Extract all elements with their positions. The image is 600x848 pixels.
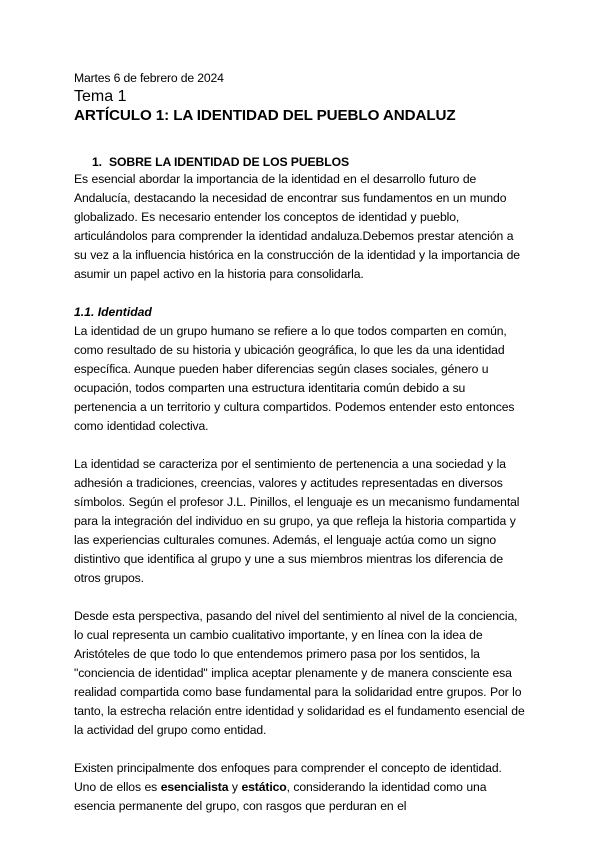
body-paragraph: Desde esta perspectiva, pasando del nivel del sentimiento al nivel de la conciencia, lo cual representa un cambio cualitativo importante, y en línea con la idea de Aristóteles de que todo lo que entendemos primero pasa por los sentidos, la "conciencia de identidad" implica aceptar plenamente y de manera consciente esa realidad compartida como base fundamental para la solidaridad entre grupos. Por lo tanto, la estrecha relación entre identidad y solidaridad es el fundamento esencial de la actividad del grupo como entidad. <box>74 609 525 737</box>
document-page <box>74 70 526 816</box>
text-run: , considerando la identidad como una esencia permanente del grupo, con rasgos que perduran en el <box>74 780 487 813</box>
bold-term-esencialista: esencialista <box>160 780 229 794</box>
article-title: ARTÍCULO 1: LA IDENTIDAD DEL PUEBLO ANDALUZ <box>74 107 456 124</box>
body-paragraph: La identidad de un grupo humano se refiere a lo que todos comparten en común, como resultado de su historia y ubicación geográfica, lo que les da una identidad específica. Aunque pueden haber diferencias según clases sociales, género u ocupación, todos comparten una estructura identitaria común debido a su pertenencia a un territorio y cultura compartidos. Podemos entender esto entonces como identidad colectiva. <box>74 324 515 433</box>
section-intro-paragraph: Es esencial abordar la importancia de la identidad en el desarrollo futuro de Andalucía, destacando la necesidad de encontrar sus fundamentos en un mundo globalizado. Es necesario entender los conceptos de identidad y pueblo, articulándolos para comprender la identidad andaluza.Debemos prestar atención a su vez a la influencia histórica en la construcción de la identidad y la importancia de asumir un papel activo en la historia para consolidarla. <box>74 172 520 281</box>
bold-term-estatico: estático <box>241 780 287 794</box>
text-run: Existen principalmente dos enfoques para comprender el concepto de identidad. Uno de ellos es <box>74 761 502 794</box>
topic-label: Tema 1 <box>74 88 127 105</box>
section-heading-text: SOBRE LA IDENTIDAD DE LOS PUEBLOS <box>109 155 350 169</box>
document-date: Martes 6 de febrero de 2024 <box>74 71 224 85</box>
section-heading <box>74 154 526 170</box>
text-run: y <box>228 780 242 794</box>
body-paragraph: La identidad se caracteriza por el sentimiento de pertenencia a una sociedad y la adhesión a tradiciones, creencias, valores y actitudes representadas en diversos símbolos. Según el profesor J.L. Pinillos, el lenguaje es un mecanismo fundamental para la integración del individuo en su grupo, ya que refleja la historia compartida y las experiencias culturales comunes. Además, el lenguaje actúa como un signo distintivo que identifica al grupo y une a sus miembros mientras los diferencia de otros grupos. <box>74 457 520 585</box>
section-number: 1. <box>92 155 102 169</box>
subsection-heading: 1.1. Identidad <box>74 305 152 319</box>
body-paragraph-last <box>74 759 526 816</box>
